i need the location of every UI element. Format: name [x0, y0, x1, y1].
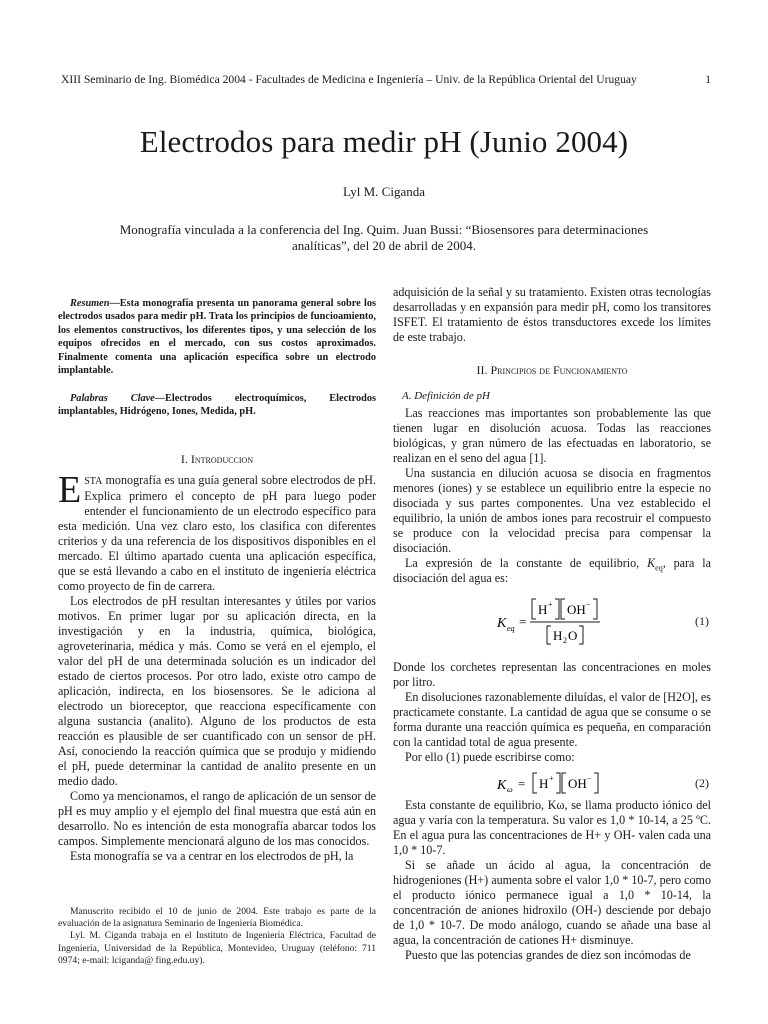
right-column-body-3: [393, 798, 711, 963]
intro-paragraph-1: ESTA monografía es una guía general sobre electrodos de pH. Explica primero el concepto de pH para luego poder entender el funcionamiento de un electrodo específico para esta medición. Una vez claro esto, los clasifica con diferentes criterios y da una referencia de los dispositivos disponibles en el mercado. El último apartado cuenta una aplicación específica, que se está llevando a cabo en el instituto de ingeniería eléctrica como proyecto de fin de carrera.: [58, 469, 376, 593]
eq2-h-plus: +: [549, 774, 554, 783]
eq1-equals: =: [519, 614, 527, 629]
footnote-2: Lyl. M. Ciganda trabaja en el Instituto de Ingeniería Eléctrica, Facultad de Ingeniería, Universidad de la República, Montevideo, Uruguay (teléfono: 711 0974; e-mail: lciganda@ fing.edu.uy).: [58, 930, 376, 966]
running-head: XIII Seminario de Ing. Biomédica 2004 - Facultades de Medicina e Ingeniería – Univ. de la República Oriental del Uruguay: [61, 73, 637, 86]
eq1-k-sub: eq: [507, 624, 515, 633]
eq2-k: K: [497, 778, 507, 793]
eq1-h: H: [538, 602, 548, 617]
dropcap-rest: STA: [84, 476, 103, 487]
eq2-oh: OH: [568, 776, 587, 791]
running-header: [61, 73, 711, 86]
eq1-h-plus: +: [548, 600, 553, 609]
left-column-body: [58, 469, 376, 864]
dropcap: E: [58, 469, 82, 511]
intro-paragraph-4: Esta monografía se va a centrar en los electrodos de pH, la: [70, 849, 354, 863]
keywords-text: —Electrodos electroquímicos, Electrodos implantables, Hidrógeno, Iones, Medida, pH.: [58, 393, 376, 418]
keywords-label: Palabras Clave: [70, 393, 155, 404]
eq1-bracket-4: [593, 599, 597, 619]
right-column-top: [393, 285, 711, 345]
right-paragraph-5: En disoluciones razonablemente diluídas, el valor de [H2O], es practicamete constante. La cantidad de agua que se consume o se forma durante una reacción química es pequeña, en comparación con la cantidad total de agua presente.: [393, 690, 711, 749]
footnote-1: Manuscrito recibido el 10 de junio de 2004. Este trabajo es parte de la evaluación de la asignatura Seminario de Ingeniería Biomédica.: [58, 906, 376, 930]
eq1-bracket-2: [555, 599, 559, 619]
eq1-oh: OH: [567, 602, 586, 617]
eq1-bracket-6: [579, 626, 583, 644]
abstract-label: Resumen: [70, 298, 110, 309]
equation-1-number: (1): [695, 614, 709, 628]
eq2-bracket-2: [556, 773, 560, 793]
intro-paragraph-3: Como ya mencionamos, el rango de aplicación de un sensor de pH es muy amplio y el ejemplo del final muestra que está aún en desarrollo. No es intención de esta monografía abarcar todos los campos. Simplemente mencionará alguno de los mas conocidos.: [58, 789, 376, 848]
eq1-h2o-h: H: [553, 628, 563, 643]
right-paragraph-8: Si se añade un ácido al agua, la concentración de hidrogeniones (H+) aumenta sobre el valor 1,0 * 10-7, pero como el producto iónico permanece igual a 1,0 * 10-14, la concentración de aniones hidroxilo (OH-) desciende por debajo de 1,0 * 10-7. De modo análogo, cuando se añade una base al agua, la concentración de cationes H+ disminuye.: [393, 858, 711, 947]
eq1-bracket-5: [547, 626, 551, 644]
footnote: [58, 906, 376, 967]
right-paragraph-4: Donde los corchetes representan las concentraciones en moles por litro.: [393, 660, 711, 689]
equation-1: [393, 593, 711, 649]
right-paragraph-7: Esta constante de equilibrio, Kω, se llama producto iónico del agua y varía con la temperatura. Su valor es 1,0 * 10-14, a 25 ºC. En el agua pura las concentraciones de H+ y OH- valen cada una 1,0 * 10-7.: [393, 798, 711, 857]
eq1-bracket-1: [532, 599, 536, 619]
monograph-note: Monografía vinculada a la conferencia del Ing. Quim. Juan Bussi: “Biosensores para determinaciones analíticas”, del 20 de abril de 2004.: [119, 222, 649, 253]
equation-2-number: (2): [695, 776, 709, 790]
eq2-k-sub: ω: [507, 785, 513, 794]
eq2-equals: =: [518, 776, 526, 791]
right-paragraph-6: Por ello (1) puede escribirse como:: [405, 750, 575, 764]
eq2-oh-minus: −: [587, 774, 592, 783]
right-paragraph-0: adquisición de la señal y su tratamiento. Existen otras tecnologías desarrolladas y en expansión para medir pH, como los transitores ISFET. El tratamiento de éstos transductores excede los límites de este trabajo.: [393, 285, 711, 344]
right-paragraph-9: Puesto que las potencias grandes de diez son incómodas de: [405, 948, 691, 962]
eq1-h2o-2: 2: [563, 636, 567, 645]
equation-2-svg: [393, 770, 711, 796]
abstract-text: —Esta monografía presenta un panorama general sobre los electrodos usados para medir pH. Trata los principios de funcioamiento, los elementos constructivos, los diferentes tipos, y una selección de los equipos ofrecidos en el mercado, con sus costos aproximados. Finalmente comenta una aplicación específica sobre un electrodo implantable.: [58, 298, 376, 377]
right-column-body-2: [393, 660, 711, 765]
eq1-bracket-3: [561, 599, 565, 619]
eq1-h2o-o: O: [568, 628, 578, 643]
author: Lyl M. Ciganda: [343, 184, 425, 199]
abstract: [58, 297, 376, 377]
paper-title: Electrodos para medir pH (Junio 2004): [139, 124, 629, 159]
eq2-h: H: [539, 776, 549, 791]
right-column-body-1: [393, 406, 711, 586]
intro-paragraph-2: Los electrodos de pH resultan interesantes y útiles por varios motivos. En primer lugar por su aplicación directa, en la investigación y en la industria, química, biológica, agroveterinaria, médica y más. Como se verá en el ejemplo, el valor del pH de una determinada solución es un indicador del estado de ciertos procesos. Por otro lado, existe otro campo de aplicación, indirecta, en los biosensores. Se le adiciona al electrodo un bioreceptor, que reacciona específicamente con alguna sustancia (analito). Alguno de los productos de esta reacción es plausible de ser cuantificado con un sensor de pH. Así, conociendo la reacción química que se produjo y midiendo el pH, puede determinar la cantidad de analito presente en un medio dado.: [58, 594, 376, 788]
right-paragraph-1: Las reacciones mas importantes son probablemente las que tienen lugar en disolución acuosa. Todas las reacciones biológicas, y gran número de las efectuadas en laboratorio, se realizan en el seno del agua [1].: [393, 406, 711, 465]
eq2-bracket-4: [594, 773, 598, 793]
equation-1-svg: [393, 593, 711, 649]
page-number: 1: [705, 73, 711, 86]
eq1-k: K: [497, 616, 507, 631]
right-paragraph-3: La expresión de la constante de equilibrio, $K_{eq}$, para la disociación del agua es:: [393, 556, 712, 585]
right-paragraph-2: Una sustancia en dilución acuosa se disocia en fragmentos menores (iones) y se establece un equilibrio entre la especie no disociada y sus partes componentes. Una vez establecido el equilibrio, la unión de ambos iones para recostruir el compuesto se produce con la velocidad precisa para compensar la disociación.: [393, 466, 711, 555]
eq2-bracket-1: [533, 773, 537, 793]
keywords: [58, 392, 376, 419]
section-2-heading: II. Principios de Funcionamiento: [476, 363, 628, 377]
subsection-a-heading: A. Definición de pH: [402, 390, 490, 402]
eq1-oh-minus: −: [586, 600, 591, 609]
equation-2: [393, 770, 711, 796]
eq2-bracket-3: [562, 773, 566, 793]
section-1-heading: I. Introduccion: [180, 452, 254, 466]
